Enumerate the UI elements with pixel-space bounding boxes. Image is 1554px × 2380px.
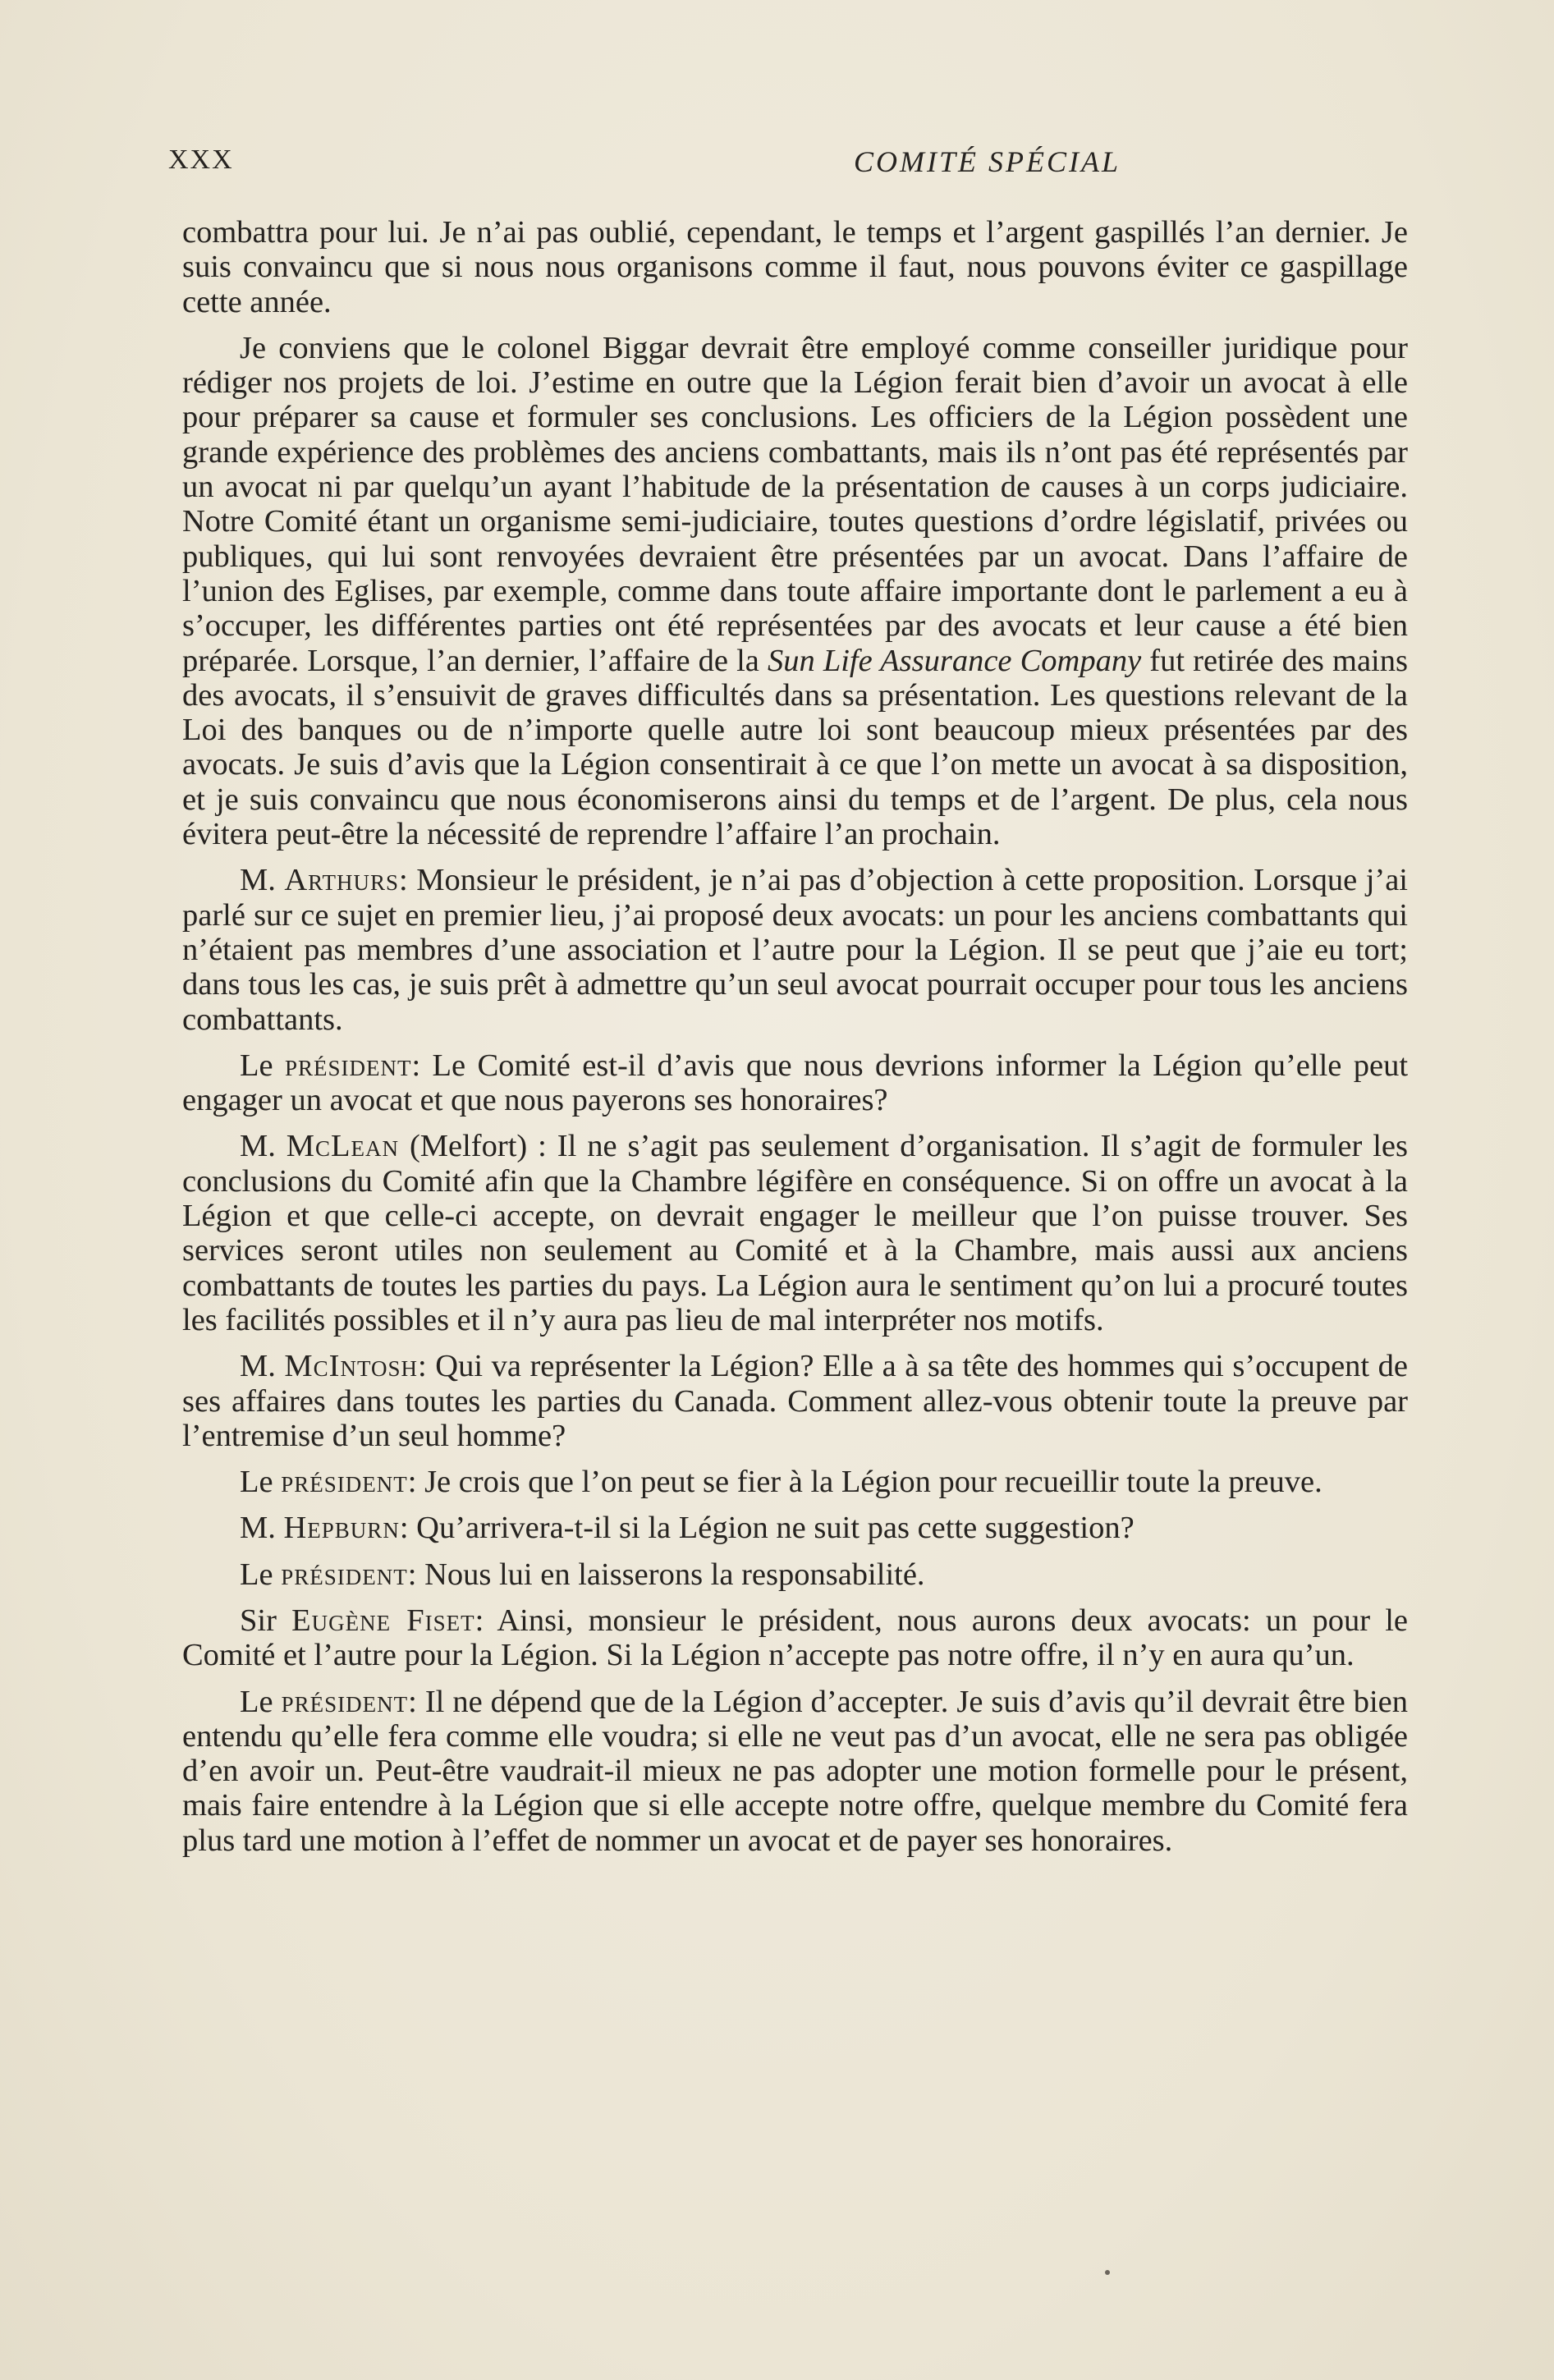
speaker-name: McLean (286, 1129, 400, 1164)
speaker-prefix: Le (240, 1684, 282, 1719)
page-number: XXX (168, 144, 234, 175)
paragraph-text: : Nous lui en laisserons la responsabilité. (407, 1557, 925, 1592)
paragraph-president-3 (182, 1557, 1408, 1592)
paragraph-text: : Qu’arrivera-t-il si la Légion ne suit pas cette suggestion? (399, 1511, 1135, 1546)
paragraph-fiset (182, 1603, 1408, 1673)
company-name-italic: Sun Life Assurance Company (767, 643, 1142, 678)
paragraph-mclean (182, 1129, 1408, 1337)
speaker-name: président (281, 1465, 408, 1500)
paragraph-text: (Melfort) : Il ne s’agit pas seulement d’organisation. Il s’agit de formuler les conclusions du Comité afin que la Chambre légifère en conséquence. Si on offre un avocat à la Légion et que celle-ci accepte, on devrait engager le meilleur que l’on puisse trouver. Ses services seront utiles non seulement au Comité et à la Chambre, mais aussi aux anciens combattants de toutes les parties du pays. La Légion aura le sentiment qu’on lui a procuré toutes les facilités possibles et il n’y aura pas lieu de mal interpréter nos motifs. (182, 1129, 1409, 1337)
paragraph-continuation (182, 215, 1408, 319)
paragraph-text: Je conviens que le colonel Biggar devrait être employé comme conseiller juridique pour rédiger nos projets de loi. J’estime en outre que la Légion ferait bien d’avoir un avocat à elle pour préparer sa cause et formuler ses conclusions. Les officiers de la Légion possèdent une grande expérience des problèmes des anciens combattants, mais ils n’ont pas été représentés par un avocat ni par quelqu’un ayant l’habitude de la présentation de causes à un corps judiciaire. Notre Comité étant un organisme semi-judiciaire, toutes questions d’ordre législatif, privées ou publiques, qui lui sont renvoyées devraient être présentées par un avocat. Dans l’affaire de l’union des Eglises, par exemple, comme dans toute affaire importante dont le parlement a eu à s’occuper, les différentes parties ont été représentées par des avocats et leur cause a été bien préparée. Lorsque, l’an dernier, l’affaire de la (182, 330, 1408, 678)
paragraph-text: combattra pour lui. Je n’ai pas oublié, cependant, le temps et l’argent gaspillés l’an dernier. Je suis convaincu que si nous nous organisons comme il faut, nous pouvons éviter ce gaspillage cette année. (182, 215, 1408, 319)
paragraph-text: : Monsieur le président, je n’ai pas d’objection à cette proposition. Lorsque j’ai parlé sur ce sujet en premier lieu, j’ai proposé deux avocats: un pour les anciens combattants qui n’étaient pas membres d’une association et l’autre pour la Légion. Il se peut que j’aie eu tort; dans tous les cas, je suis prêt à admettre qu’un seul avocat pourrait occuper pour tous les anciens combattants. (182, 863, 1408, 1037)
paragraph-arthurs (182, 863, 1408, 1036)
speaker-name: McIntosh (284, 1349, 419, 1384)
speaker-name: Hepburn (283, 1511, 400, 1546)
paragraph-biggar (182, 331, 1408, 851)
speaker-prefix: Le (240, 1465, 282, 1500)
speaker-prefix: Sir (240, 1603, 292, 1638)
running-title: COMITÉ SPÉCIAL (854, 145, 1121, 178)
body-text (182, 215, 1408, 1869)
speaker-prefix: Le (240, 1048, 285, 1083)
paragraph-president-4 (182, 1685, 1408, 1858)
paragraph-president-2 (182, 1465, 1408, 1499)
speaker-name: président (281, 1557, 408, 1592)
paper-speck (1105, 2270, 1110, 2275)
speaker-prefix: M. (240, 1511, 284, 1546)
paragraph-president-1 (182, 1048, 1408, 1118)
paragraph-text: fut retirée des mains des avocats, il s’ensuivit de graves difficultés dans sa présentation. Les questions relevant de la Loi des banques ou de n’importe quelle autre loi sont beaucoup mieux présentées par des avocats. Je suis d’avis que la Légion consentirait à ce que l’on mette un avocat à sa disposition, et je suis convaincu que nous économiserons ainsi du temps et de l’argent. De plus, cela nous évitera peut-être la nécessité de reprendre l’affaire l’an prochain. (182, 643, 1408, 852)
paragraph-hepburn (182, 1511, 1408, 1545)
speaker-name: Arthurs (284, 863, 400, 898)
speaker-name: président (281, 1684, 409, 1719)
paragraph-text: : Le Comité est-il d’avis que nous devrions informer la Légion qu’elle peut engager un avocat et que nous payerons ses honoraires? (182, 1048, 1409, 1118)
page-header (168, 144, 1400, 186)
paragraph-text: : Il ne dépend que de la Légion d’accepter. Je suis d’avis qu’il devrait être bien entendu qu’elle fera comme elle voudra; si elle ne veut pas d’un avocat, elle ne sera pas obligée d’en avoir un. Peut-être vaudrait-il mieux ne pas adopter une motion formelle pour le présent, mais faire entendre à la Légion que si elle accepte notre offre, quelque membre du Comité fera plus tard une motion à l’effet de nommer un avocat et de payer ses honoraires. (182, 1684, 1408, 1858)
paragraph-text: : Je crois que l’on peut se fier à la Légion pour recueillir toute la preuve. (407, 1465, 1323, 1500)
paragraph-mcintosh (182, 1349, 1408, 1453)
speaker-prefix: M. (240, 863, 285, 898)
speaker-prefix: M. (240, 1129, 287, 1164)
speaker-prefix: Le (240, 1557, 282, 1592)
paragraph-text: : Qui va représenter la Légion? Elle a à sa tête des hommes qui s’occupent de ses affaires dans toutes les parties du Canada. Comment allez-vous obtenir toute la preuve par l’entremise d’un seul homme? (182, 1349, 1408, 1453)
paragraph-text: : Ainsi, monsieur le président, nous aurons deux avocats: un pour le Comité et l’autre pour la Légion. Si la Légion n’accepte pas notre offre, il n’y en aura qu’un. (182, 1603, 1409, 1673)
speaker-name: président (284, 1048, 412, 1083)
speaker-name: Eugène Fiset (291, 1603, 475, 1638)
speaker-prefix: M. (240, 1349, 285, 1384)
